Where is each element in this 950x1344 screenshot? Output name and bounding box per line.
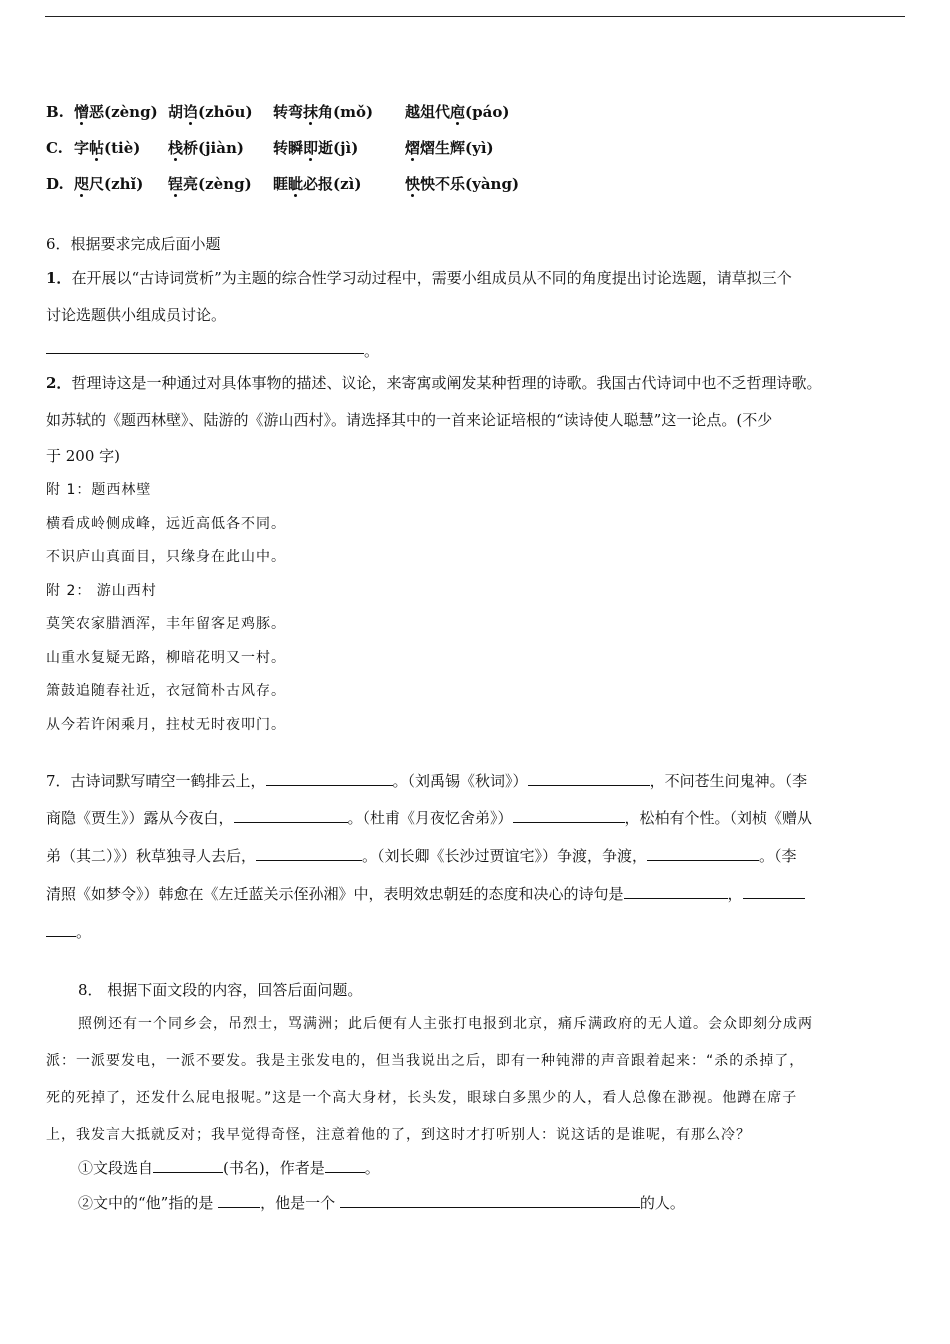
- q7-blank-6[interactable]: [647, 846, 759, 861]
- emphasis-char: 栈: [168, 139, 184, 157]
- word-part: 转瞬: [273, 139, 304, 157]
- q6-part1-line1: [46, 268, 792, 288]
- q8-sub2-text-a: ②文中的“他”指的是: [78, 1194, 219, 1212]
- option-word: [168, 102, 253, 122]
- q8-sub2-text-b: ，他是一个: [260, 1194, 340, 1212]
- q7-blank-7[interactable]: [624, 884, 728, 899]
- word-part: 越俎代: [405, 103, 451, 121]
- emphasis-char: 抹: [303, 103, 319, 121]
- poem-line: 从今若许闲乘月，拄杖无时夜叩门。: [46, 716, 286, 733]
- q8-book-blank[interactable]: [153, 1158, 223, 1173]
- option-word: [168, 174, 252, 194]
- passage-line: 上，我发言大抵就反对；我早觉得奇怪，注意着他的了，到这时才打听别人：说这话的是谁呢，有那么冷？: [46, 1127, 751, 1143]
- q7-text-4a: 清照《如梦令》）韩愈在《左迁蓝关示侄孙湘》中，表明效忠朝廷的态度和决心的诗句是: [46, 885, 624, 903]
- word-part: 熠生辉(yì): [420, 139, 494, 157]
- poem-line: 箫鼓追随春社近，衣冠简朴古风存。: [46, 683, 286, 699]
- emphasis-char: 诌: [183, 103, 199, 121]
- word-part: 必报(zì): [303, 175, 362, 193]
- option-word: [74, 174, 143, 194]
- q7-text-5: 。: [76, 923, 92, 941]
- option-word: [273, 174, 361, 194]
- word-part: (tiè): [104, 139, 141, 157]
- emphasis-char: 怏: [405, 175, 421, 193]
- option-word: [74, 138, 140, 158]
- q8-sub1-text-a: ①文段选自: [78, 1159, 154, 1177]
- word-part: 亮(zèng): [183, 175, 252, 193]
- option-word: [168, 138, 244, 158]
- q7-text-2b: 。（杜甫《月夜忆舍弟》）: [347, 809, 513, 827]
- word-part: 桥(jiàn): [183, 139, 244, 157]
- emphasis-char: 锃: [168, 175, 184, 193]
- option-row-2: [46, 174, 520, 194]
- emphasis-char: 帖: [89, 139, 105, 157]
- q8-sub1: [78, 1158, 380, 1178]
- word-part: 胡: [168, 103, 184, 121]
- option-word: [273, 138, 358, 158]
- q8-description-blank[interactable]: [340, 1193, 640, 1208]
- q8-author-blank[interactable]: [325, 1158, 365, 1173]
- option-word: [74, 102, 158, 122]
- emphasis-char: 憎: [74, 103, 90, 121]
- q7-text-3c: 。（李: [759, 847, 797, 865]
- option-word: [273, 102, 373, 122]
- poem-line: 山重水复疑无路，柳暗花明又一村。: [46, 649, 286, 666]
- q7-blank-1[interactable]: [266, 771, 393, 786]
- q6-part1-num: 1．: [46, 269, 72, 287]
- option-label: B.: [46, 103, 64, 121]
- q6-part1-end: 。: [364, 342, 380, 360]
- q7-text-1b: 。（刘禹锡《秋词》）: [392, 772, 528, 790]
- poem-line: 不识庐山真面目，只缘身在此山中。: [46, 549, 286, 565]
- option-word: [405, 138, 494, 158]
- q7-line4: [46, 884, 805, 904]
- q7-text-1a: 7．古诗词默写晴空一鹤排云上，: [46, 772, 266, 790]
- passage-line: 派：一派要发电，一派不要发。我是主张发电的，但当我说出之后，即有一种钝滞的声音跟着起来：“杀的杀掉了，: [46, 1053, 805, 1069]
- option-word: [405, 102, 509, 122]
- q6-part1-text: 在开展以“古诗词赏析”为主题的综合性学习动过程中，需要小组成员从不同的角度提出讨论选题，请草拟三个: [71, 269, 792, 287]
- q7-text-2a: 商隐《贾生》）露从今夜白，: [46, 809, 234, 827]
- q6-answer-blank[interactable]: [46, 353, 364, 354]
- word-part: (páo): [465, 103, 510, 121]
- q7-blank-8-cont[interactable]: [46, 922, 76, 937]
- option-word: [405, 174, 519, 194]
- emphasis-char: 熠: [405, 139, 421, 157]
- word-part: 怏不乐(yàng): [420, 175, 520, 193]
- q7-line2: [46, 808, 812, 828]
- emphasis-char: 眦: [288, 175, 304, 193]
- q7-blank-4[interactable]: [513, 808, 625, 823]
- q8-sub1-text-c: 。: [364, 1159, 380, 1177]
- word-part: 角(mǒ): [318, 103, 374, 121]
- emphasis-char: 庖: [450, 103, 466, 121]
- q7-text-1c: ，不问苍生问鬼神。（李: [649, 772, 808, 790]
- word-part: 睚: [273, 175, 289, 193]
- q8-sub1-text-b: (书名)，作者是: [223, 1159, 325, 1177]
- q6-part1-line2: 讨论选题供小组成员讨论。: [46, 306, 227, 324]
- q7-blank-2[interactable]: [528, 771, 650, 786]
- option-row-0: [46, 102, 510, 122]
- q8-person-blank[interactable]: [218, 1193, 260, 1208]
- passage-line: 死的死掉了，还发什么屁电报呢。”这是一个高大身材，长头发，眼球白多黑少的人，看人总像在渺视。他蹲在席子: [46, 1090, 798, 1106]
- q7-blank-5[interactable]: [256, 846, 362, 861]
- q7-line5: [46, 922, 91, 942]
- emphasis-char: 即: [303, 139, 319, 157]
- passage-line: 照例还有一个同乡会，吊烈士，骂满洲；此后便有人主张打电报到北京，痛斥满政府的无人道。会众即刻分成两: [78, 1016, 813, 1032]
- q7-text-2c: ，松柏有个性。（刘桢《赠从: [624, 809, 813, 827]
- q6-part2-line2: 如苏轼的《题西林壁》、陆游的《游山西村》。请选择其中的一首来论证培根的“读诗使人聪慧”这一论点。(不少: [46, 411, 773, 429]
- word-part: 逝(jì): [318, 139, 359, 157]
- word-part: 尺(zhǐ): [89, 175, 144, 193]
- option-row-1: [46, 138, 494, 158]
- q8-sub2-text-c: 的人。: [639, 1194, 685, 1212]
- word-part: 转弯: [273, 103, 304, 121]
- poem-line: 横看成岭侧成峰，远近高低各不同。: [46, 515, 286, 532]
- q7-line1: [46, 771, 807, 791]
- poem-line: 莫笑农家腊酒浑，丰年留客足鸡豚。: [46, 616, 286, 632]
- q6-part2-text: 哲理诗这是一种通过对具体事物的描述、议论，来寄寓或阐发某种哲理的诗歌。我国古代诗词中也不乏哲理诗歌。: [71, 374, 822, 392]
- q8-sub2: [78, 1193, 685, 1213]
- q7-text-3b: 。（刘长卿《长沙过贾谊宅》）争渡，争渡，: [362, 847, 648, 865]
- q6-title: 6．根据要求完成后面小题: [46, 235, 221, 253]
- q7-text-4b: ，: [727, 885, 743, 903]
- emphasis-char: 咫: [74, 175, 90, 193]
- poem-line: 附 2： 游山西村: [46, 582, 157, 599]
- q7-line3: [46, 846, 797, 866]
- word-part: 字: [74, 139, 90, 157]
- q7-text-3a: 弟（其二）》）秋草独寻人去后，: [46, 847, 257, 865]
- poem-line: 附 1：题西林壁: [46, 482, 152, 498]
- word-part: 恶(zèng): [89, 103, 158, 121]
- q6-part2-num: 2．: [46, 374, 72, 392]
- word-part: (zhōu): [198, 103, 253, 121]
- q6-part2-line1: [46, 373, 821, 393]
- option-label: D.: [46, 175, 64, 193]
- q7-blank-3[interactable]: [234, 808, 348, 823]
- q7-blank-8[interactable]: [743, 884, 805, 899]
- header-rule: [45, 16, 905, 17]
- q6-part2-line3: 于 200 字): [46, 447, 121, 465]
- q8-title: 8． 根据下面文段的内容，回答后面问题。: [78, 981, 363, 999]
- option-label: C.: [46, 139, 63, 157]
